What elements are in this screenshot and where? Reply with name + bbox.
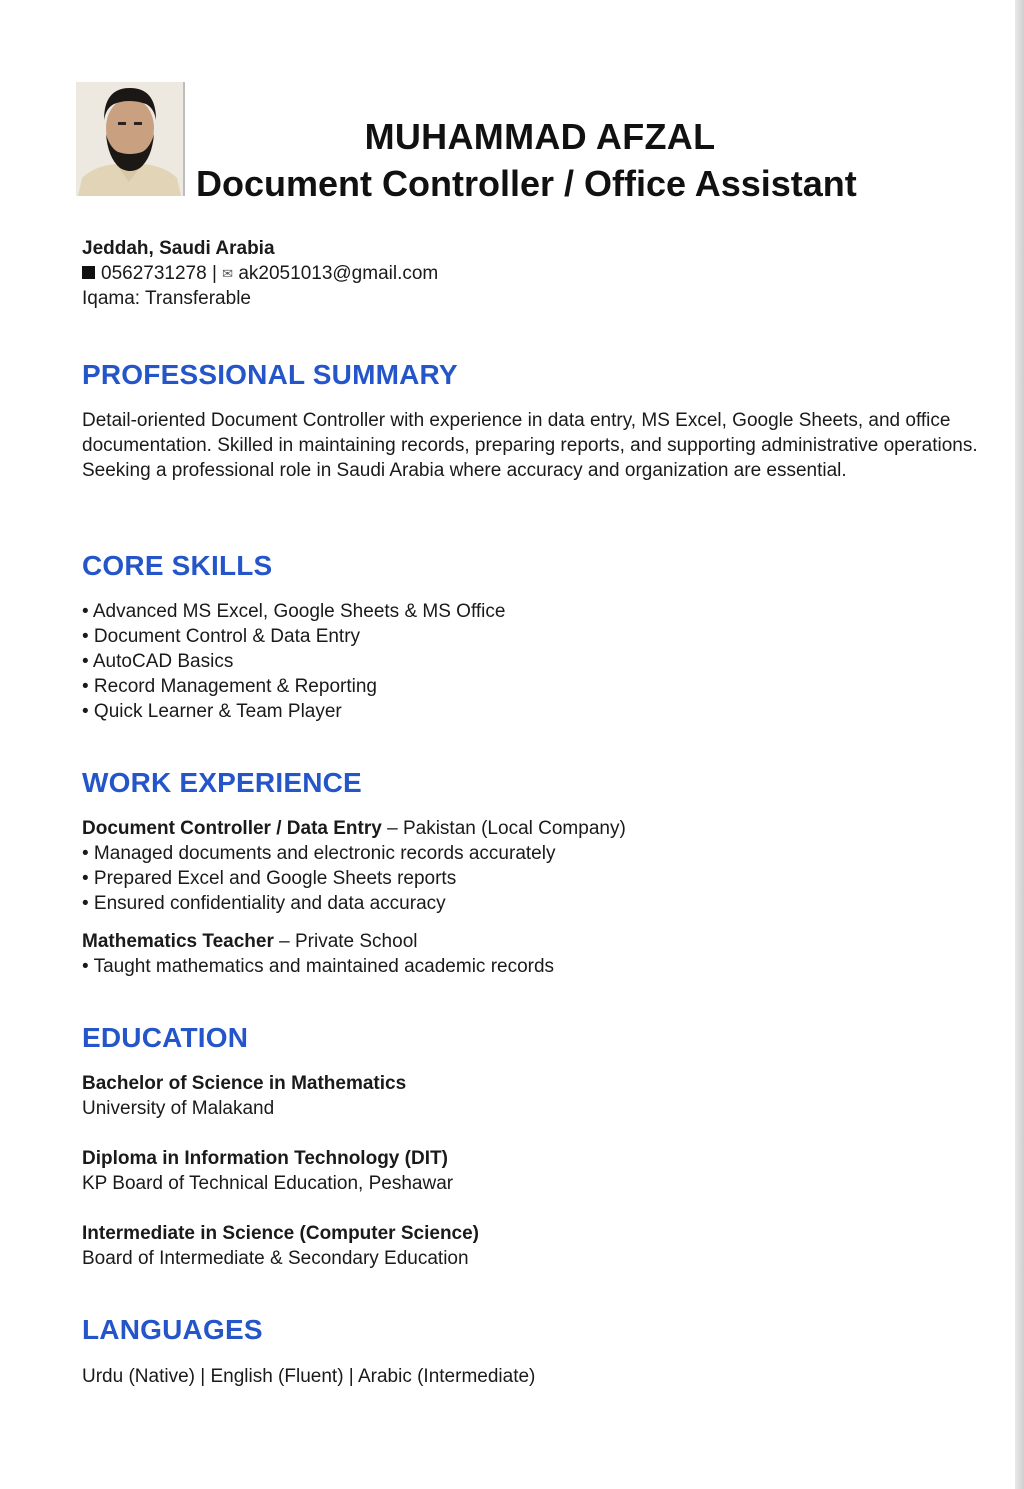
languages-text: Urdu (Native) | English (Fluent) | Arabic (Intermediate): [82, 1366, 536, 1387]
profile-photo: [76, 82, 185, 196]
job-entry: [82, 816, 626, 916]
candidate-title: Document Controller / Office Assistant: [196, 163, 857, 204]
experience-heading: WORK EXPERIENCE: [82, 767, 362, 798]
degree: Bachelor of Science in Mathematics: [82, 1073, 407, 1094]
email-icon: ✉: [222, 266, 234, 281]
skill-item: • Document Control & Data Entry: [82, 626, 361, 647]
job-bullet: • Managed documents and electronic records accurately: [82, 843, 556, 864]
candidate-name: MUHAMMAD AFZAL: [364, 116, 716, 157]
job-bullet: • Ensured confidentiality and data accuracy: [82, 893, 446, 914]
education-heading: EDUCATION: [82, 1022, 249, 1053]
languages-heading: LANGUAGES: [82, 1314, 263, 1345]
job-role: Document Controller / Data Entry: [82, 818, 382, 839]
education-entry: [82, 1221, 479, 1271]
skill-item: • AutoCAD Basics: [82, 651, 234, 672]
job-role: Mathematics Teacher: [82, 931, 274, 952]
job-header: [82, 816, 626, 841]
job-entry: [82, 929, 554, 979]
institution: University of Malakand: [82, 1098, 275, 1119]
degree: Intermediate in Science (Computer Science): [82, 1223, 480, 1244]
degree: Diploma in Information Technology (DIT): [82, 1148, 448, 1169]
phone-number: 0562731278: [101, 263, 207, 284]
job-bullet: • Prepared Excel and Google Sheets reports: [82, 868, 457, 889]
education-entry: [82, 1071, 406, 1121]
job-organization: – Pakistan (Local Company): [381, 818, 626, 839]
phone-icon: [82, 266, 95, 279]
summary-heading: PROFESSIONAL SUMMARY: [82, 359, 458, 390]
contact-block: [82, 236, 438, 311]
skills-list: [82, 599, 505, 724]
job-header: [82, 929, 554, 954]
institution: KP Board of Technical Education, Peshawar: [82, 1173, 454, 1194]
summary-text: Detail-oriented Document Controller with experience in data entry, MS Excel, Google Sheets, and office documentation. Skilled in maintaining records, preparing reports, and supporting administrative operations. Seeking a professional role in Saudi Arabia where accuracy and organization are essential.: [82, 410, 978, 481]
contact-separator: |: [211, 263, 217, 284]
email-address: ak2051013@gmail.com: [238, 263, 439, 284]
job-organization: – Private School: [273, 931, 418, 952]
profile-photo-image: [76, 82, 183, 196]
iqama-status: Iqama: Transferable: [82, 288, 251, 309]
institution: Board of Intermediate & Secondary Education: [82, 1248, 469, 1269]
job-bullet: • Taught mathematics and maintained academic records: [82, 956, 555, 977]
education-entry: [82, 1146, 453, 1196]
contact-line: [82, 261, 438, 286]
skills-heading: CORE SKILLS: [82, 550, 273, 581]
skill-item: • Record Management & Reporting: [82, 676, 377, 697]
location: Jeddah, Saudi Arabia: [82, 238, 275, 259]
skill-item: • Quick Learner & Team Player: [82, 701, 342, 722]
page-edge-shadow: [1015, 0, 1024, 1489]
skill-item: • Advanced MS Excel, Google Sheets & MS Office: [82, 601, 506, 622]
